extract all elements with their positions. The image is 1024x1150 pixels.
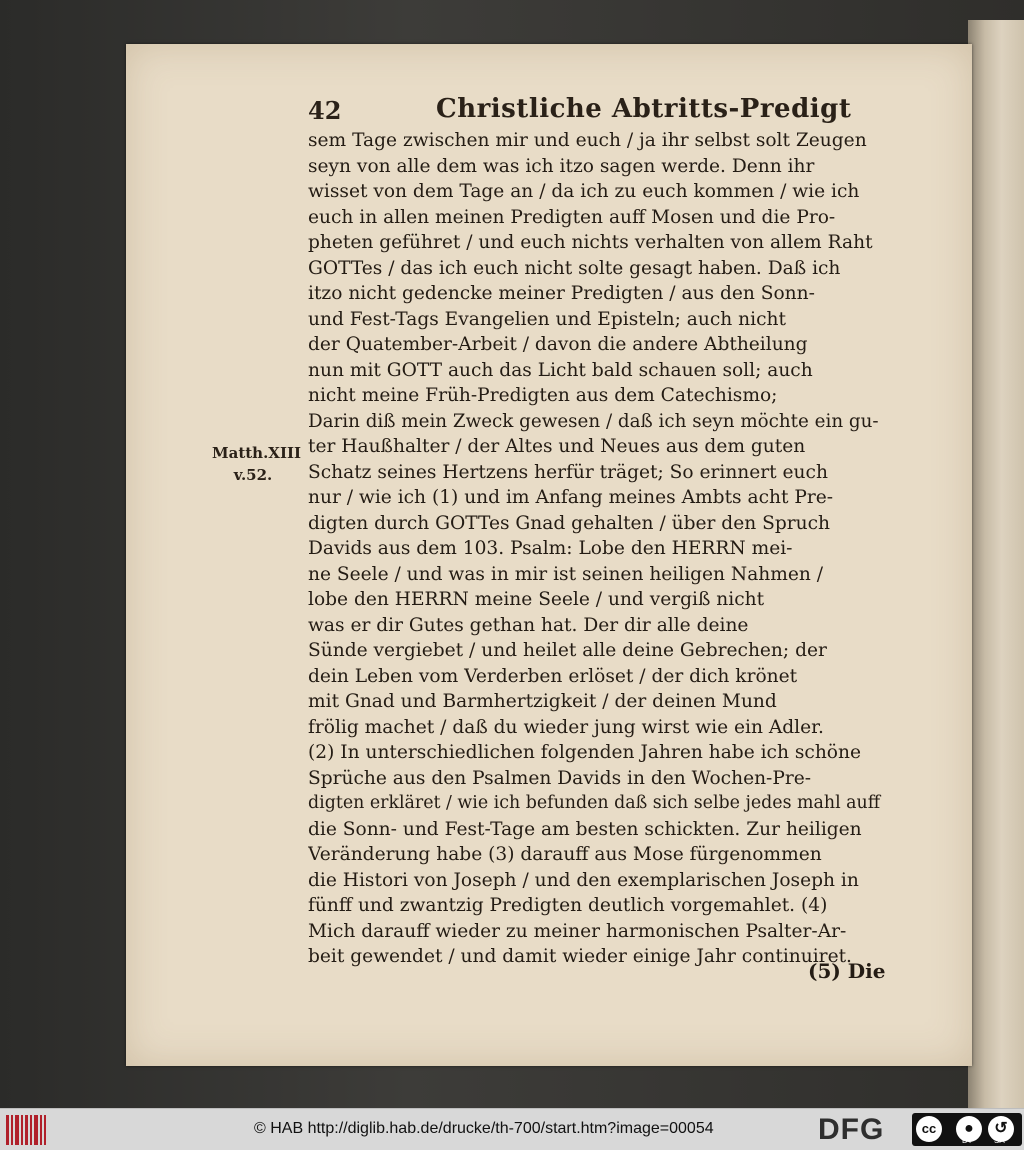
text-line: der Quatember-Arbeit / davon die andere Abtheilung <box>308 334 808 355</box>
text-line: dein Leben vom Verderben erlöset / der dich krönet <box>308 665 798 687</box>
text-line: nicht meine Früh-Predigten aus dem Catechismo; <box>308 385 778 406</box>
text-line: digten erkläret / wie ich befunden daß sich selbe jedes mahl auff <box>308 793 881 813</box>
margin-note-line: v.52. <box>233 466 273 484</box>
running-title: Christliche Abtritts-Predigt <box>436 94 852 124</box>
text-line: nun mit GOTT auch das Licht bald schauen soll; auch <box>308 359 813 381</box>
text-line: digten durch GOTTes Gnad gehalten / über den Spruch <box>308 512 830 534</box>
text-line: itzo nicht gedencke meiner Predigten / aus den Sonn- <box>308 283 815 304</box>
text-line: wisset von dem Tage an / da ich zu euch kommen / wie ich <box>308 181 860 202</box>
text-line: (2) In unterschiedlichen folgenden Jahren habe ich schöne <box>308 742 861 763</box>
by-icon: ● <box>956 1116 982 1142</box>
text-line: Sünde vergiebet / und heilet alle deine Gebrechen; der <box>308 640 827 661</box>
page-header <box>308 92 888 126</box>
sa-label: SA <box>994 1136 1005 1145</box>
text-line: fünff und zwantzig Predigten deutlich vorgemahlet. (4) <box>308 895 828 916</box>
text-line: mit Gnad und Barmhertzigkeit / der deinen Mund <box>308 691 777 712</box>
text-line: Darin diß mein Zweck gewesen / daß ich seyn möchte ein gu- <box>308 410 879 432</box>
text-line: sem Tage zwischen mir und euch / ja ihr selbst solt Zeugen <box>308 130 867 151</box>
text-line: was er dir Gutes gethan hat. Der dir alle deine <box>308 614 749 636</box>
margin-note-line: Matth.XIII <box>212 444 301 462</box>
text-line: lobe den HERRN meine Seele / und vergiß nicht <box>308 589 765 610</box>
body-text <box>308 128 886 970</box>
book-spine <box>968 20 1024 1108</box>
text-line: ter Haußhalter / der Altes und Neues aus dem guten <box>308 436 806 457</box>
text-line: Veränderung habe (3) darauff aus Mose fürgenommen <box>308 844 822 865</box>
text-line: euch in allen meinen Predigten auff Mosen und die Pro- <box>308 206 836 228</box>
text-line: beit gewendet / und damit wieder einige Jahr continuiret. <box>308 946 852 967</box>
cc-license-badge[interactable] <box>912 1113 1022 1146</box>
text-line: nur / wie ich (1) und im Anfang meines Ambts acht Pre- <box>308 487 834 508</box>
text-line: die Sonn- und Fest-Tage am besten schickten. Zur heiligen <box>308 818 862 840</box>
text-line: Davids aus dem 103. Psalm: Lobe den HERRN mei- <box>308 538 793 559</box>
text-line: GOTTes / das ich euch nicht solte gesagt haben. Daß ich <box>308 257 841 279</box>
dfg-logo: DFG <box>818 1113 885 1146</box>
text-line: ne Seele / und was in mir ist seinen heiligen Nahmen / <box>308 563 824 585</box>
book-page <box>126 44 972 1066</box>
text-line: und Fest-Tags Evangelien und Episteln; auch nicht <box>308 308 786 330</box>
source-link[interactable]: © HAB http://diglib.hab.de/drucke/th-700/start.htm?image=00054 <box>254 1120 714 1137</box>
footer-bar <box>0 1108 1024 1150</box>
text-line: Mich darauff wieder zu meiner harmonischen Psalter-Ar- <box>308 920 847 942</box>
cc-icon: cc <box>916 1116 942 1142</box>
catchword: (5) Die <box>808 959 886 983</box>
page-number: 42 <box>308 96 342 125</box>
margin-note <box>212 442 301 486</box>
text-line: seyn von alle dem was ich itzo sagen werde. Denn ihr <box>308 155 815 177</box>
text-line: frölig machet / daß du wieder jung wirst wie ein Adler. <box>308 716 824 738</box>
sa-icon: ↺ <box>988 1116 1014 1142</box>
text-line: pheten geführet / und euch nichts verhalten von allem Raht <box>308 232 873 253</box>
by-label: BY <box>962 1136 973 1145</box>
text-line: die Histori von Joseph / und den exemplarischen Joseph in <box>308 869 859 891</box>
barcode-icon <box>6 1115 46 1145</box>
text-line: Schatz seines Hertzens herfür träget; So erinnert euch <box>308 461 828 483</box>
text-line: Sprüche aus den Psalmen Davids in den Wochen-Pre- <box>308 767 812 789</box>
